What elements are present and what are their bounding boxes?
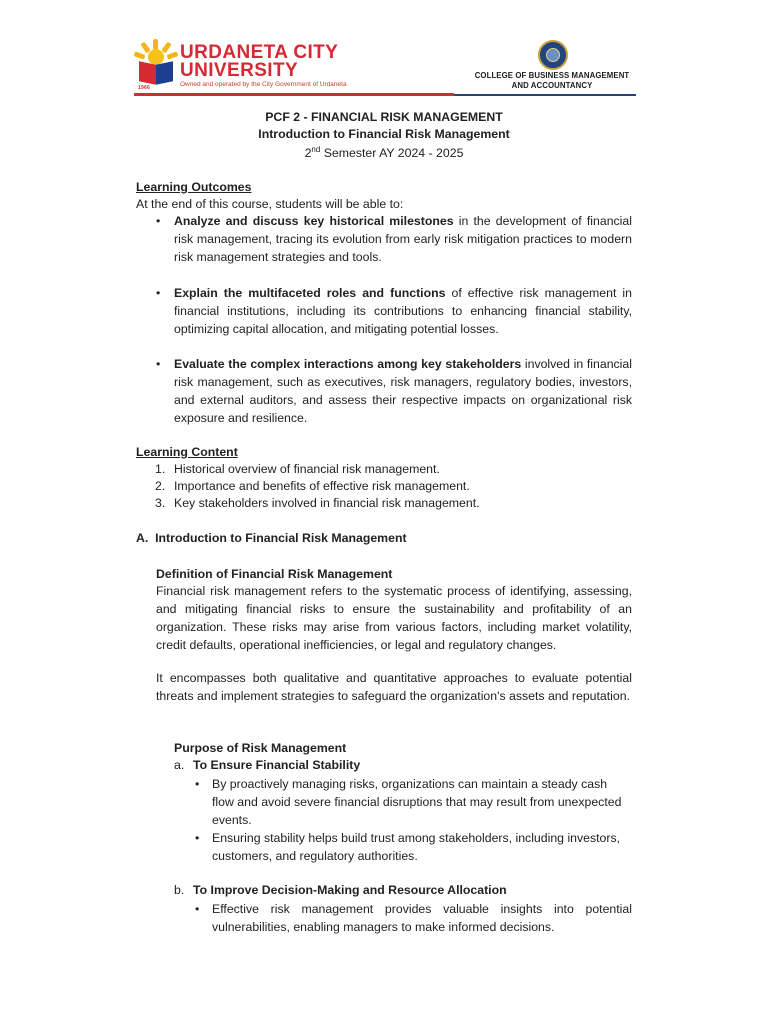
content-item-number: 2. bbox=[155, 479, 166, 493]
bullet-icon: • bbox=[156, 214, 161, 228]
outcome-bold: Analyze and discuss key historical milestones bbox=[174, 214, 454, 228]
bullet-icon: • bbox=[156, 357, 161, 371]
purpose-bullet: By proactively managing risks, organizations can maintain a steady cash flow and avoid severe financial disruptions that may result from unexpected events. bbox=[212, 777, 622, 827]
content-item-text: Historical overview of financial risk management. bbox=[174, 462, 440, 476]
content-item-number: 1. bbox=[155, 462, 166, 476]
learning-content-heading: Learning Content bbox=[136, 445, 238, 459]
section-a-heading: A. Introduction to Financial Risk Management bbox=[136, 531, 407, 545]
content-item-text: Importance and benefits of effective risk management. bbox=[174, 479, 470, 493]
college-name-line1: COLLEGE OF BUSINESS MANAGEMENT bbox=[474, 71, 630, 80]
brand-name-line1: URDANETA CITY bbox=[180, 42, 339, 63]
outcome-text: in the development of financial risk management, tracing its evolution from early risk mitigation practices to modern risk management strategies and tools. bbox=[174, 214, 632, 264]
purpose-heading: Purpose of Risk Management bbox=[174, 741, 347, 755]
definition-paragraph: Financial risk management refers to the systematic process of identifying, assessing, and mitigating financial risks to ensure the sustainability and profitability of an organization. These risks may arise from various factors, including market volatility, credit defaults, operational inefficiencies, or legal and regulatory changes. bbox=[156, 584, 632, 652]
bullet-icon: • bbox=[195, 777, 200, 791]
purpose-bullet: Ensuring stability helps build trust among stakeholders, including investors, customers, and regulatory authorities. bbox=[212, 831, 621, 863]
learning-outcomes-heading: Learning Outcomes bbox=[136, 180, 252, 194]
semester-text: Semester AY 2024 - 2025 bbox=[320, 146, 464, 160]
outcome-bold: Evaluate the complex interactions among key stakeholders bbox=[174, 357, 522, 371]
course-title: PCF 2 - FINANCIAL RISK MANAGEMENT bbox=[265, 110, 503, 124]
header-rule-red bbox=[134, 93, 454, 96]
college-name bbox=[456, 71, 648, 91]
university-logo bbox=[136, 41, 176, 93]
brand-name-line2: UNIVERSITY bbox=[180, 60, 299, 81]
bullet-icon: • bbox=[156, 286, 161, 300]
purpose-letter: a. bbox=[174, 758, 185, 772]
outcome-text: of effective risk management in financial institutions, including its contributions to enhancing financial stability, optimizing capital allocation, and mitigating potential losses. bbox=[174, 286, 632, 336]
learning-outcome-item bbox=[174, 284, 632, 338]
purpose-letter: b. bbox=[174, 883, 185, 897]
learning-outcome-item bbox=[174, 355, 632, 427]
bullet-icon: • bbox=[195, 902, 200, 916]
module-title: Introduction to Financial Risk Management bbox=[258, 127, 510, 141]
college-name-line2: AND ACCOUNTANCY bbox=[511, 81, 593, 90]
outcome-bold: Explain the multifaceted roles and functions bbox=[174, 286, 446, 300]
purpose-title: To Improve Decision-Making and Resource Allocation bbox=[193, 883, 507, 897]
purpose-title: To Ensure Financial Stability bbox=[193, 758, 361, 772]
letterhead bbox=[0, 0, 768, 100]
learning-outcome-item bbox=[174, 212, 632, 266]
semester-ordinal: nd bbox=[311, 144, 321, 154]
college-seal-icon bbox=[538, 40, 568, 70]
semester-line bbox=[134, 144, 634, 162]
header-rule-blue bbox=[454, 94, 636, 96]
definition-heading: Definition of Financial Risk Management bbox=[156, 567, 393, 581]
content-item-number: 3. bbox=[155, 496, 166, 510]
brand-tagline: Owned and operated by the City Government of Urdaneta bbox=[180, 81, 347, 88]
learning-outcomes-intro: At the end of this course, students will be able to: bbox=[136, 197, 404, 211]
purpose-bullet: Effective risk management provides valuable insights into potential vulnerabilities, enabling managers to make informed decisions. bbox=[212, 902, 632, 934]
content-item-text: Key stakeholders involved in financial risk management. bbox=[174, 496, 480, 510]
definition-paragraph: It encompasses both qualitative and quantitative approaches to evaluate potential threats and implement strategies to safeguard the organization's assets and reputation. bbox=[156, 671, 632, 703]
logo-year-tag: 1966 bbox=[138, 85, 150, 91]
semester-number: 2 bbox=[304, 146, 312, 160]
bullet-icon: • bbox=[195, 831, 200, 845]
outcome-text: involved in financial risk management, such as executives, risk managers, regulatory bodies, investors, and external auditors, and assess their respective impacts on organizational risk exposure and resilience. bbox=[174, 357, 632, 425]
